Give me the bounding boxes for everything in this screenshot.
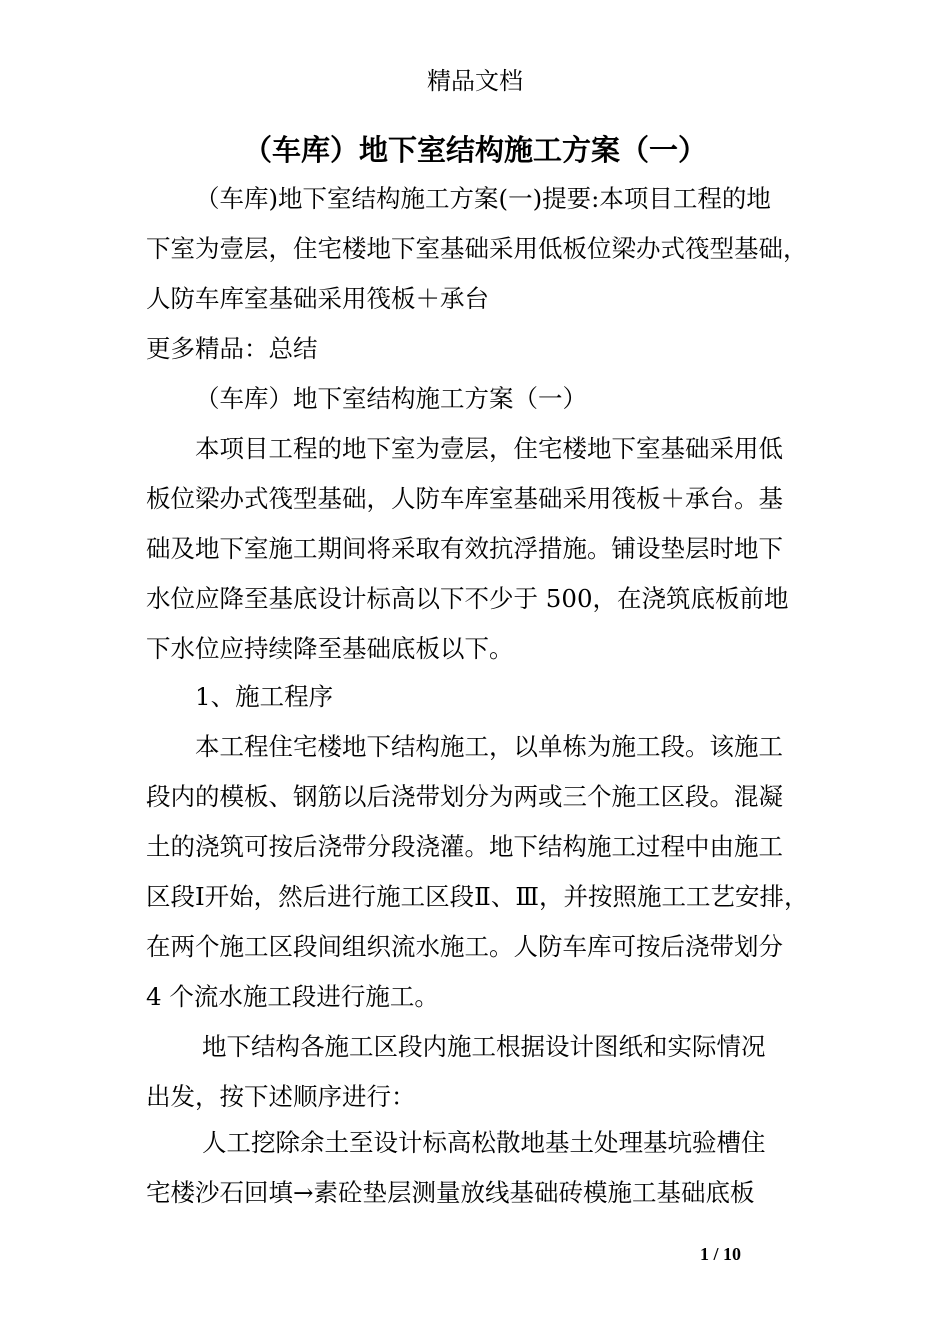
- text-line: 本工程住宅楼地下结构施工，以单栋为施工段。该施工: [195, 732, 783, 761]
- text-line: 地下结构各施工区段内施工根据设计图纸和实际情况: [202, 1032, 766, 1061]
- text-line: 宅楼沙石回填→素砼垫层测量放线基础砖模施工基础底板: [146, 1178, 755, 1207]
- text-line: 1、施工程序: [195, 682, 334, 711]
- text-line: 础及地下室施工期间将采取有效抗浮措施。铺设垫层时地下: [146, 534, 783, 563]
- page-header: 精品文档: [427, 67, 523, 95]
- text-line: 4 个流水施工段进行施工。: [146, 982, 439, 1011]
- text-line: 人工挖除余土至设计标高松散地基土处理基坑验槽住: [202, 1128, 766, 1157]
- text-line: 区段Ⅰ开始，然后进行施工区段Ⅱ、Ⅲ，并按照施工工艺安排，: [146, 882, 809, 911]
- steps-paragraph: [146, 1118, 818, 1218]
- page-number: 1 / 10: [700, 1244, 742, 1264]
- more-paragraph: [146, 324, 818, 374]
- text-line: 段内的模板、钢筋以后浇带划分为两或三个施工区段。混凝: [146, 782, 783, 811]
- text-line: 在两个施工区段间组织流水施工。人防车库可按后浇带划分: [146, 932, 783, 961]
- text-line: （车库）地下室结构施工方案（一）: [195, 384, 587, 413]
- text-line: 出发，按下述顺序进行：: [146, 1082, 416, 1111]
- text-line: 下水位应持续降至基础底板以下。: [146, 634, 514, 663]
- intro-paragraph: [146, 424, 818, 674]
- text-line: 水位应降至基底设计标高以下不少于 500，在浇筑底板前地: [146, 584, 789, 613]
- summary-paragraph: [146, 174, 818, 324]
- order-paragraph: [146, 1022, 818, 1122]
- text-line: 人防车库室基础采用筏板＋承台: [146, 284, 489, 313]
- text-line: 本项目工程的地下室为壹层，住宅楼地下室基础采用低: [195, 434, 783, 463]
- procedure-paragraph: [146, 722, 818, 1022]
- text-line: 土的浇筑可按后浇带分段浇灌。地下结构施工过程中由施工: [146, 832, 783, 861]
- section-heading: [146, 672, 818, 722]
- text-line: 下室为壹层，住宅楼地下室基础采用低板位梁办式筏型基础，: [146, 234, 808, 263]
- text-line: （车库)地下室结构施工方案(一)提要:本项目工程的地: [195, 184, 771, 213]
- document-title: （车库）地下室结构施工方案（一）: [242, 133, 707, 167]
- text-line: 更多精品：总结: [146, 334, 318, 363]
- text-line: 板位梁办式筏型基础，人防车库室基础采用筏板＋承台。基: [146, 484, 783, 513]
- subtitle-paragraph: [146, 374, 818, 424]
